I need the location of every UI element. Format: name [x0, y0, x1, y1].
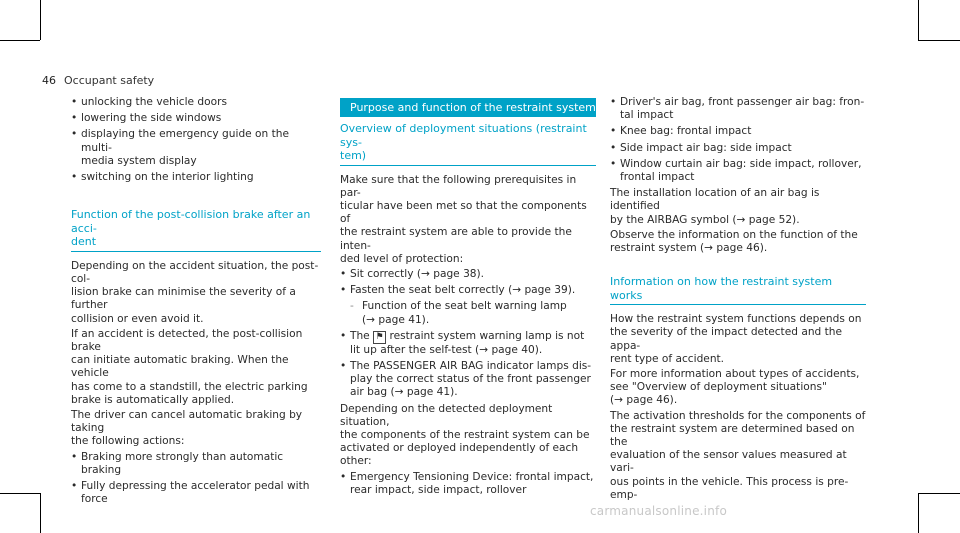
list-item: • Knee bag: frontal impact — [610, 125, 752, 138]
crop-mark — [918, 493, 919, 533]
list-item: • lowering the side windows — [71, 112, 222, 125]
crop-mark — [918, 493, 960, 494]
bullet-icon: • — [71, 96, 78, 108]
paragraph: Make sure that the following prerequisites in par- ticular have been met so that the components of the restraint system are able to provide the inten- ded level of protection: — [340, 173, 587, 265]
paragraph: Observe the information on the function of the restraint system (→ page 46). — [610, 228, 858, 255]
column-middle — [340, 98, 596, 500]
watermark: carmanualsonline.info — [590, 504, 727, 518]
bullet-icon: • — [610, 141, 617, 154]
crop-mark — [918, 40, 960, 41]
bullet-icon: • — [610, 125, 617, 138]
bullet-icon: • — [71, 128, 78, 141]
bullet-icon: • — [71, 450, 78, 463]
list-item: • Window curtain air bag: side impact, rollover, frontal impact — [610, 157, 862, 184]
paragraph: If an accident is detected, the post-collision brake can initiate automatic braking. When the vehicle has come to a standstill, the electric parking brake is automatically applied. — [71, 327, 308, 406]
list-item: • The PASSENGER AIR BAG indicator lamps dis- play the correct status of the front passenger air bag (→ page 41). — [340, 359, 592, 399]
airbag-person-icon: ⚑ — [373, 331, 386, 344]
bullet-icon: • — [340, 267, 347, 280]
list-item: • displaying the emergency guide on the multi- media system display — [71, 128, 290, 167]
bullet-icon: • — [340, 359, 347, 372]
list-item: • Sit correctly (→ page 38). — [340, 267, 485, 280]
bullet-icon: • — [610, 157, 617, 170]
crop-mark — [0, 493, 40, 494]
crop-mark — [0, 40, 40, 41]
dash-icon: - — [350, 300, 354, 313]
crop-mark — [918, 0, 919, 40]
paragraph: The driver can cancel automatic braking by taking the following actions: — [71, 408, 303, 448]
paragraph: Depending on the detected deployment situation, the components of the restraint system can be activated or deployed independently of each other: — [340, 402, 590, 468]
section-heading: Overview of deployment situations (restraint sys- tem) — [340, 122, 596, 166]
bullet-icon: • — [71, 479, 78, 492]
paragraph: Depending on the accident situation, the post-col- lision brake can minimise the severity of a further collision or even avoid it. — [71, 259, 319, 325]
list-item: • switching on the interior lighting — [71, 171, 254, 184]
paragraph: For more information about types of accidents, see "Overview of deployment situations" (→ page 46). — [610, 368, 860, 407]
crop-mark — [40, 0, 41, 40]
crop-mark — [40, 493, 41, 533]
paragraph: The installation location of an air bag is identified by the AIRBAG symbol (→ page 52). — [610, 187, 820, 226]
list-item: • Driver's air bag, front passenger air bag: fron- tal impact — [610, 96, 865, 122]
sub-list-item: - Function of the seat belt warning lamp (→ page 41). — [350, 300, 567, 326]
list-item: • Emergency Tensioning Device: frontal impact, rear impact, side impact, rollover — [340, 470, 594, 496]
section-heading: Information on how the restraint system works — [610, 275, 866, 305]
list-item: • Fully depressing the accelerator pedal with force — [71, 479, 310, 506]
bullet-icon: • — [610, 96, 617, 108]
list-item: • unlocking the vehicle doors — [71, 96, 227, 108]
bullet-icon: • — [340, 329, 347, 342]
column-left — [71, 96, 321, 509]
paragraph: How the restraint system functions depends on the severity of the impact detected and the appa- rent type of accident. — [610, 313, 862, 365]
column-right — [610, 96, 866, 504]
section-bar: Purpose and function of the restraint system — [340, 98, 596, 117]
list-item: • The ⚑ restraint system warning lamp is not lit up after the self-test (→ page 40). — [340, 329, 585, 356]
section-title: Occupant safety — [64, 74, 155, 87]
paragraph: The activation thresholds for the components of the restraint system are determined based on the evaluation of the sensor values measured at vari- ous points in the vehicle. This process is pre-emp- — [610, 409, 866, 501]
bullet-icon: • — [340, 470, 347, 483]
section-heading: Function of the post-collision brake after an acci- dent — [71, 208, 321, 252]
bullet-icon: • — [71, 171, 78, 184]
list-item: • Fasten the seat belt correctly (→ page 39). — [340, 284, 576, 297]
bullet-icon: • — [340, 284, 347, 297]
list-item: • Side impact air bag: side impact — [610, 141, 792, 154]
bullet-icon: • — [71, 112, 78, 125]
page-number: 46 — [42, 74, 56, 87]
list-item: • Braking more strongly than automatic braking — [71, 450, 284, 476]
